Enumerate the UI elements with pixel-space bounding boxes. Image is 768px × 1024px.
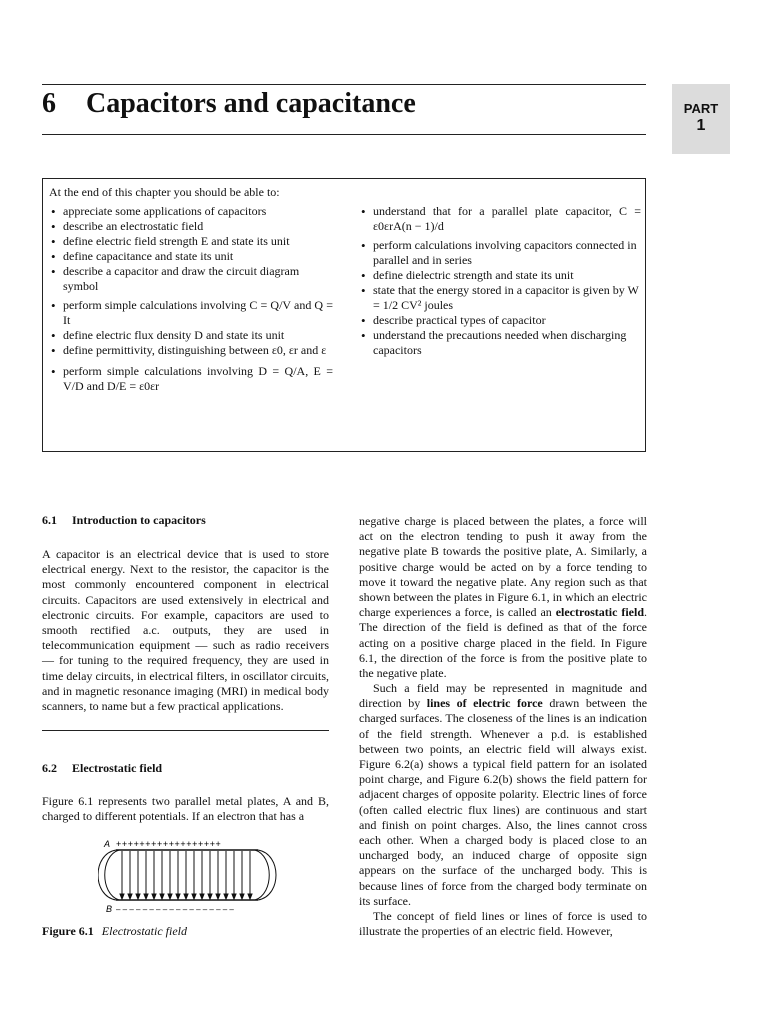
term-bold: electrostatic field (555, 605, 644, 620)
part-label: PART (683, 101, 719, 116)
chapter-number: 6 (42, 88, 56, 119)
section-number: 6.1 (42, 513, 57, 527)
objectives-intro: At the end of this chapter you should be able to: (49, 185, 280, 199)
objective-item: • understand that for a parallel plate capacitor, C = ε0εrA(n − 1)/d (359, 204, 641, 234)
text-run: negative charge is placed between the plates, a force will act on the electron tending to push it away from the negative plate B towards the positive plate, A. Similarly, a positive charge would be acted on by a force tending to move it toward the negative plate. Any region such as that shown between the plates in Figure 6.1, in which an electric charge experiences a force, is called an (359, 514, 647, 620)
plate-b-charges: – – – – – – – – – – – – – – – – – – (116, 905, 234, 914)
figure-electrostatic-field (98, 836, 278, 916)
fringe-line-left (98, 850, 116, 900)
section-6-2-paragraph: Figure 6.1 represents two parallel metal plates, A and B, charged to different potentials. If an electron that has a (42, 794, 329, 824)
objective-item: • define permittivity, distinguishing between ε0, εr and ε (49, 343, 333, 358)
right-column-paragraph-1 (359, 514, 647, 681)
objective-item: • perform simple calculations involving D = Q/A, E = V/D and D/E = ε0εr (49, 364, 333, 394)
text-run: Such a field may be represented in magnitude and direction by (359, 681, 647, 711)
section-6-1-paragraph: A capacitor is an electrical device that is used to store electrical energy. Next to the resistor, the capacitor is the most commonly encountered component in electrical circuits. Capacitors are used extensively in electrical and electronic circuits. For example, capacitors are used to smooth rectified a.c. outputs, they are used in telecommunication equipment — such as radio receivers — for tuning to the required frequency, they are used in time delay circuits, in electrical filters, in oscillator circuits, and in magnetic resonance imaging (MRI) in medical body scanners, to name but a few practical applications. (42, 547, 329, 714)
right-column-paragraph-3: The concept of field lines or lines of force is used to illustrate the properties of an electric field. However, (359, 909, 647, 939)
objective-item: • perform simple calculations involving C = Q/V and Q = It (49, 298, 333, 328)
plate-b-label: B (106, 904, 113, 914)
section-title: Introduction to capacitors (72, 513, 206, 527)
part-tab (672, 84, 730, 154)
chapter-title-text: Capacitors and capacitance (86, 88, 416, 119)
figure-caption (42, 924, 187, 939)
chapter-title (42, 88, 416, 120)
section-title: Electrostatic field (72, 761, 163, 775)
term-bold: lines of electric force (426, 696, 543, 711)
objective-item: • perform calculations involving capacitors connected in parallel and in series (359, 238, 641, 268)
objective-item: • describe a capacitor and draw the circuit diagram symbol (49, 264, 333, 294)
objective-item: • describe an electrostatic field (49, 219, 333, 234)
plate-a-label: A (104, 839, 111, 849)
text-run: drawn between the charged surfaces. The closeness of the lines is an indication of the field strength. Whenever a p.d. is established between two points, an electric field will always exist. Figure 6.2(a) shows a typical field pattern for an isolated point charge, and Figure 6.2(b) shows the field pattern for adjacent charges of opposite polarity. Electric lines of force (often called electric flux lines) are continuous and start and finish on point charges. Also, the lines cannot cross each other. When a charged body is placed close to an uncharged body, an induced charge of opposite sign appears on the surface of the uncharged body. This is because lines of force from the charged body terminate on its surface. (359, 696, 648, 908)
right-column-paragraph-2 (359, 681, 647, 909)
figure-label: Figure 6.1 (42, 924, 94, 938)
learning-objectives-box (42, 178, 646, 452)
section-divider (42, 730, 329, 731)
objective-item: • state that the energy stored in a capacitor is given by W = 1/2 CV² joules (359, 283, 641, 313)
text-run: . The direction of the field is defined as that of the force acting on a positive charge placed in the field. In Figure 6.1, the direction of the force is from the positive plate to the negative plate. (359, 605, 647, 681)
objectives-right-list (359, 204, 641, 358)
objectives-left-list (49, 204, 333, 394)
fringe-line-right (258, 850, 276, 900)
header-rule-bottom (42, 134, 646, 135)
objective-item: • define capacitance and state its unit (49, 249, 333, 264)
part-number: 1 (696, 117, 706, 134)
objective-item: • describe practical types of capacitor (359, 313, 641, 328)
figure-caption-text: Electrostatic field (101, 924, 187, 938)
objective-item: • define dielectric strength and state its unit (359, 268, 641, 283)
plate-a-charges: ++++++++++++++++++ (116, 839, 222, 849)
field-lines (120, 851, 252, 899)
objective-item: • define electric field strength E and state its unit (49, 234, 333, 249)
objective-item: • define electric flux density D and state its unit (49, 328, 333, 343)
section-heading-6-2 (42, 761, 162, 776)
header-rule-top (42, 84, 646, 85)
section-heading-6-1 (42, 513, 206, 528)
section-number: 6.2 (42, 761, 57, 775)
fringe-line-right (255, 850, 269, 900)
objective-item: • appreciate some applications of capacitors (49, 204, 333, 219)
objective-item: • understand the precautions needed when discharging capacitors (359, 328, 641, 358)
fringe-line-left (105, 850, 119, 900)
